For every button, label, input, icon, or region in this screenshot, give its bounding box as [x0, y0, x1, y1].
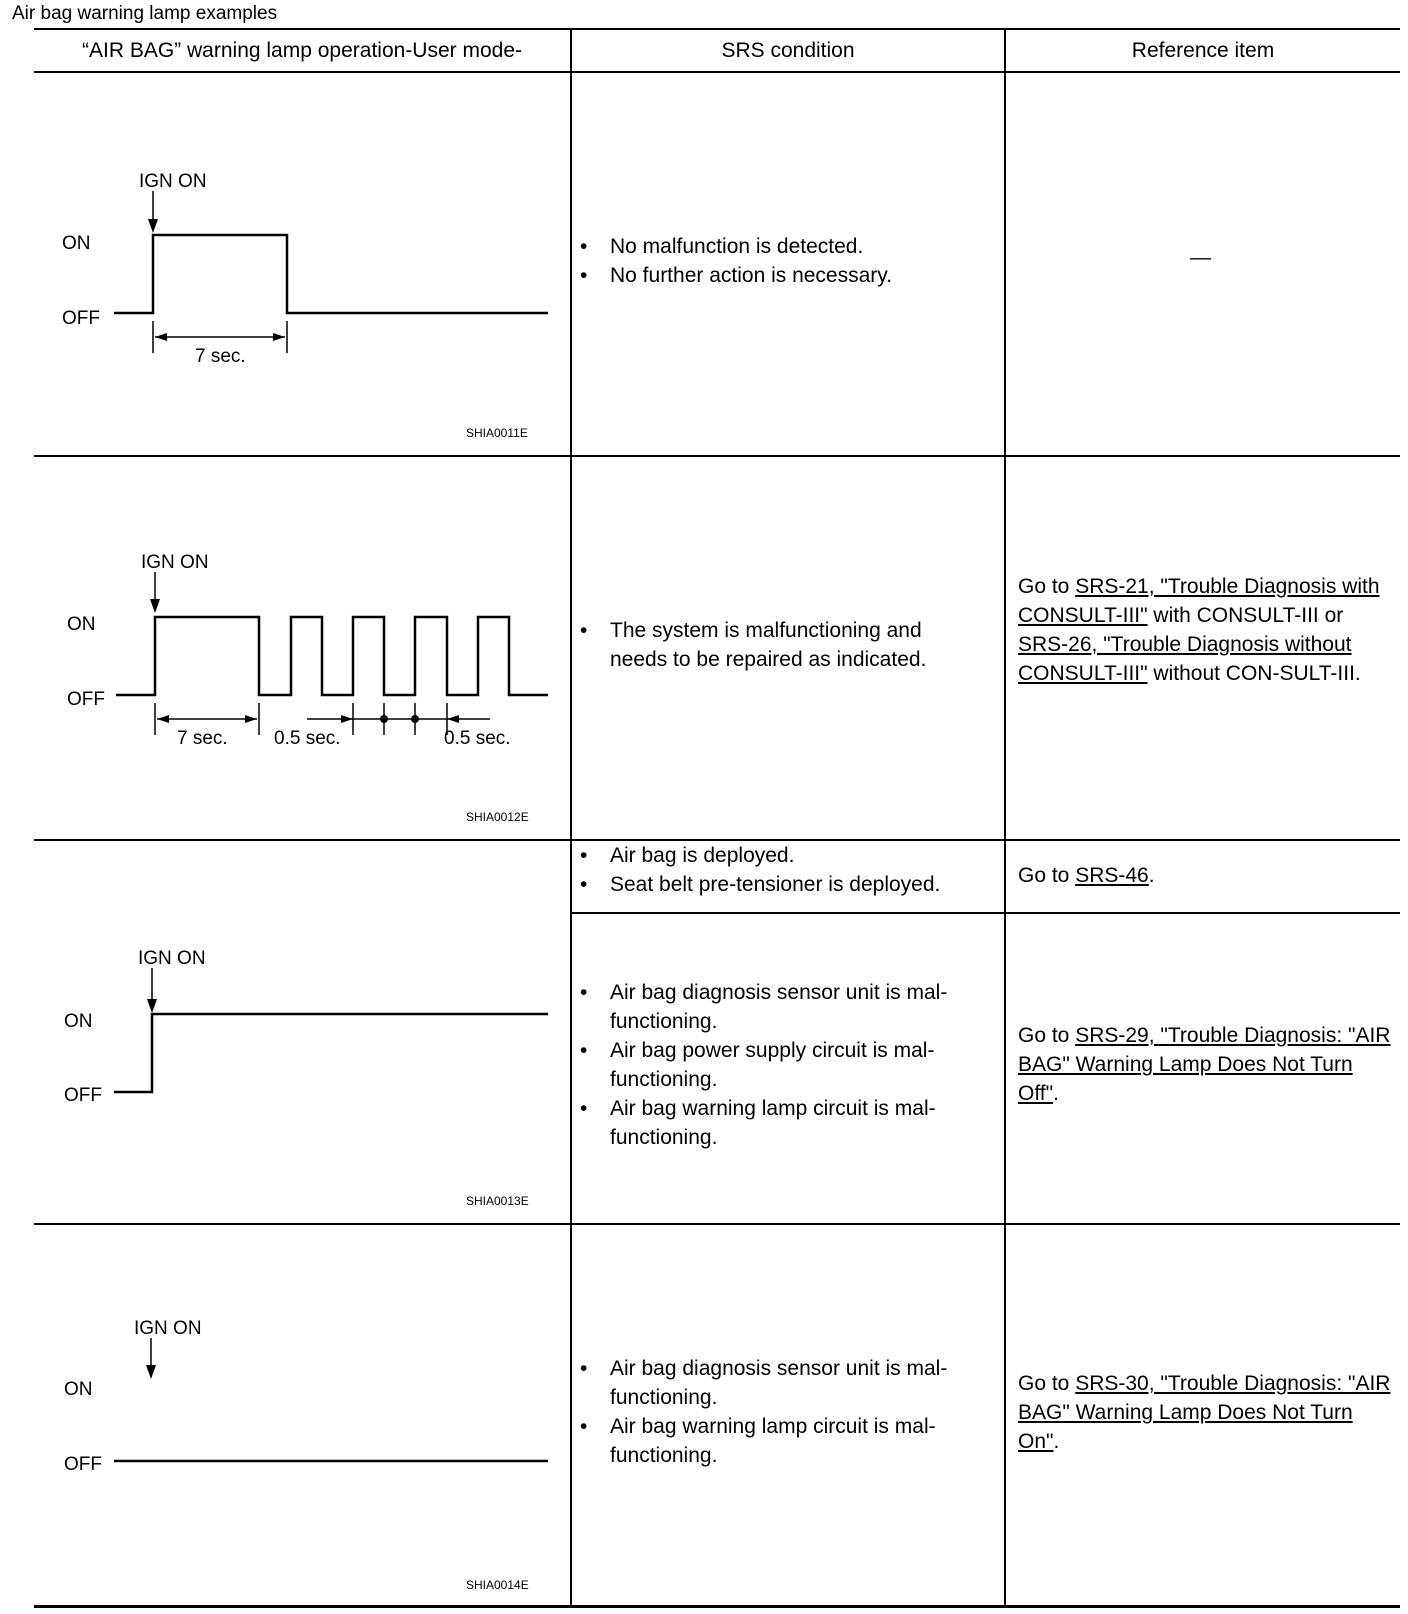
ign-on-label: IGN ON: [134, 1318, 202, 1339]
off-label: OFF: [62, 308, 100, 329]
arrow-head: [150, 599, 160, 613]
table-bottom-rule: [34, 1605, 1400, 1608]
list-item: • Air bag diagnosis sensor unit is mal-functioning.: [580, 981, 948, 1033]
on-label: ON: [62, 233, 91, 254]
list-item: • Air bag warning lamp circuit is mal-functioning.: [580, 1097, 936, 1149]
lamp-waveform-diagram: [34, 73, 550, 455]
dim-arrow: [447, 715, 459, 723]
list-item: • The system is malfunctioning and needs to be repaired as indicated.: [580, 619, 927, 671]
duration-label: 0.5 sec.: [274, 728, 341, 749]
duration-label: 7 sec.: [177, 728, 228, 749]
srs-30-link[interactable]: SRS-30, "Trouble Diagnosis: "AIR BAG" Warning Lamp Does Not Turn On": [1018, 1372, 1391, 1453]
srs-condition-list: [580, 978, 960, 1152]
on-label: ON: [64, 1011, 93, 1032]
on-label: ON: [64, 1379, 93, 1400]
dim-arrow: [341, 715, 353, 723]
column-divider-1: [570, 28, 572, 1608]
off-label: OFF: [67, 689, 105, 710]
arrow-head: [148, 219, 158, 233]
off-label: OFF: [64, 1085, 102, 1106]
lamp-signal-line: [114, 1014, 548, 1092]
ign-on-label: IGN ON: [141, 552, 209, 573]
reference-text: Go to SRS-30, "Trouble Diagnosis: "AIR BAG" Warning Lamp Does Not Turn On".: [1018, 1372, 1391, 1453]
list-item: • Air bag diagnosis sensor unit is mal-functioning.: [580, 1357, 948, 1409]
srs-condition-list: [580, 616, 960, 674]
reference-none-dash: —: [1190, 246, 1211, 269]
dim-arrow-right: [273, 333, 285, 341]
duration-label: 0.5 sec.: [444, 728, 511, 749]
header-lamp-operation: “AIR BAG” warning lamp operation-User mode-: [82, 39, 522, 62]
figure-code: SHIA0014E: [466, 1578, 529, 1592]
reference-text: Go to SRS-46.: [1018, 864, 1155, 887]
list-item: • Air bag warning lamp circuit is mal-functioning.: [580, 1415, 936, 1467]
lamp-signal-line: [114, 235, 548, 313]
row3-split-rule: [571, 912, 1400, 914]
srs-condition-list: [580, 1354, 960, 1470]
srs-condition-list: [580, 841, 972, 899]
list-item: • No further action is necessary.: [580, 264, 893, 287]
lamp-waveform-diagram: [34, 1225, 550, 1605]
lamp-signal-line: [116, 617, 548, 695]
figure-code: SHIA0011E: [466, 426, 528, 440]
duration-label: 7 sec.: [195, 346, 246, 367]
on-label: ON: [67, 614, 96, 635]
table-caption: Air bag warning lamp examples: [12, 3, 278, 24]
header-srs-condition: SRS condition: [721, 39, 855, 62]
srs-46-link[interactable]: SRS-46: [1075, 864, 1149, 887]
srs-29-link[interactable]: SRS-29, "Trouble Diagnosis: "AIR BAG" Warning Lamp Does Not Turn Off": [1018, 1024, 1391, 1105]
off-label: OFF: [64, 1454, 102, 1475]
reference-text: Go to SRS-29, "Trouble Diagnosis: "AIR BAG" Warning Lamp Does Not Turn Off".: [1018, 1024, 1391, 1105]
ign-on-label: IGN ON: [139, 171, 207, 192]
ign-on-label: IGN ON: [138, 948, 206, 969]
srs-21-link[interactable]: SRS-21, "Trouble Diagnosis with CONSULT-III": [1018, 575, 1380, 627]
arrow-head: [147, 999, 157, 1013]
column-divider-2: [1004, 28, 1006, 1608]
reference-text: Go to SRS-21, "Trouble Diagnosis with CONSULT-III" with CONSULT-III or SRS-26, "Trouble Diagnosis without CONSULT-III" without CON-SULT-III.: [1018, 575, 1380, 685]
srs-26-link[interactable]: SRS-26, "Trouble Diagnosis without CONSULT-III": [1018, 633, 1352, 685]
list-item: • Air bag power supply circuit is mal-functioning.: [580, 1039, 935, 1091]
lamp-waveform-diagram: [34, 841, 550, 1223]
list-item: • Air bag is deployed.: [580, 844, 795, 867]
header-reference-item: Reference item: [1131, 39, 1275, 62]
arrow-head: [146, 1365, 156, 1379]
figure-code: SHIA0013E: [466, 1194, 529, 1208]
dim-arrow: [245, 715, 257, 723]
list-item: • No malfunction is detected.: [580, 235, 864, 258]
dim-arrow: [157, 715, 169, 723]
srs-condition-list: [580, 232, 972, 290]
dim-arrow-left: [155, 333, 167, 341]
figure-code: SHIA0012E: [466, 810, 529, 824]
lamp-waveform-diagram: [34, 457, 550, 839]
list-item: • Seat belt pre-tensioner is deployed.: [580, 873, 941, 896]
